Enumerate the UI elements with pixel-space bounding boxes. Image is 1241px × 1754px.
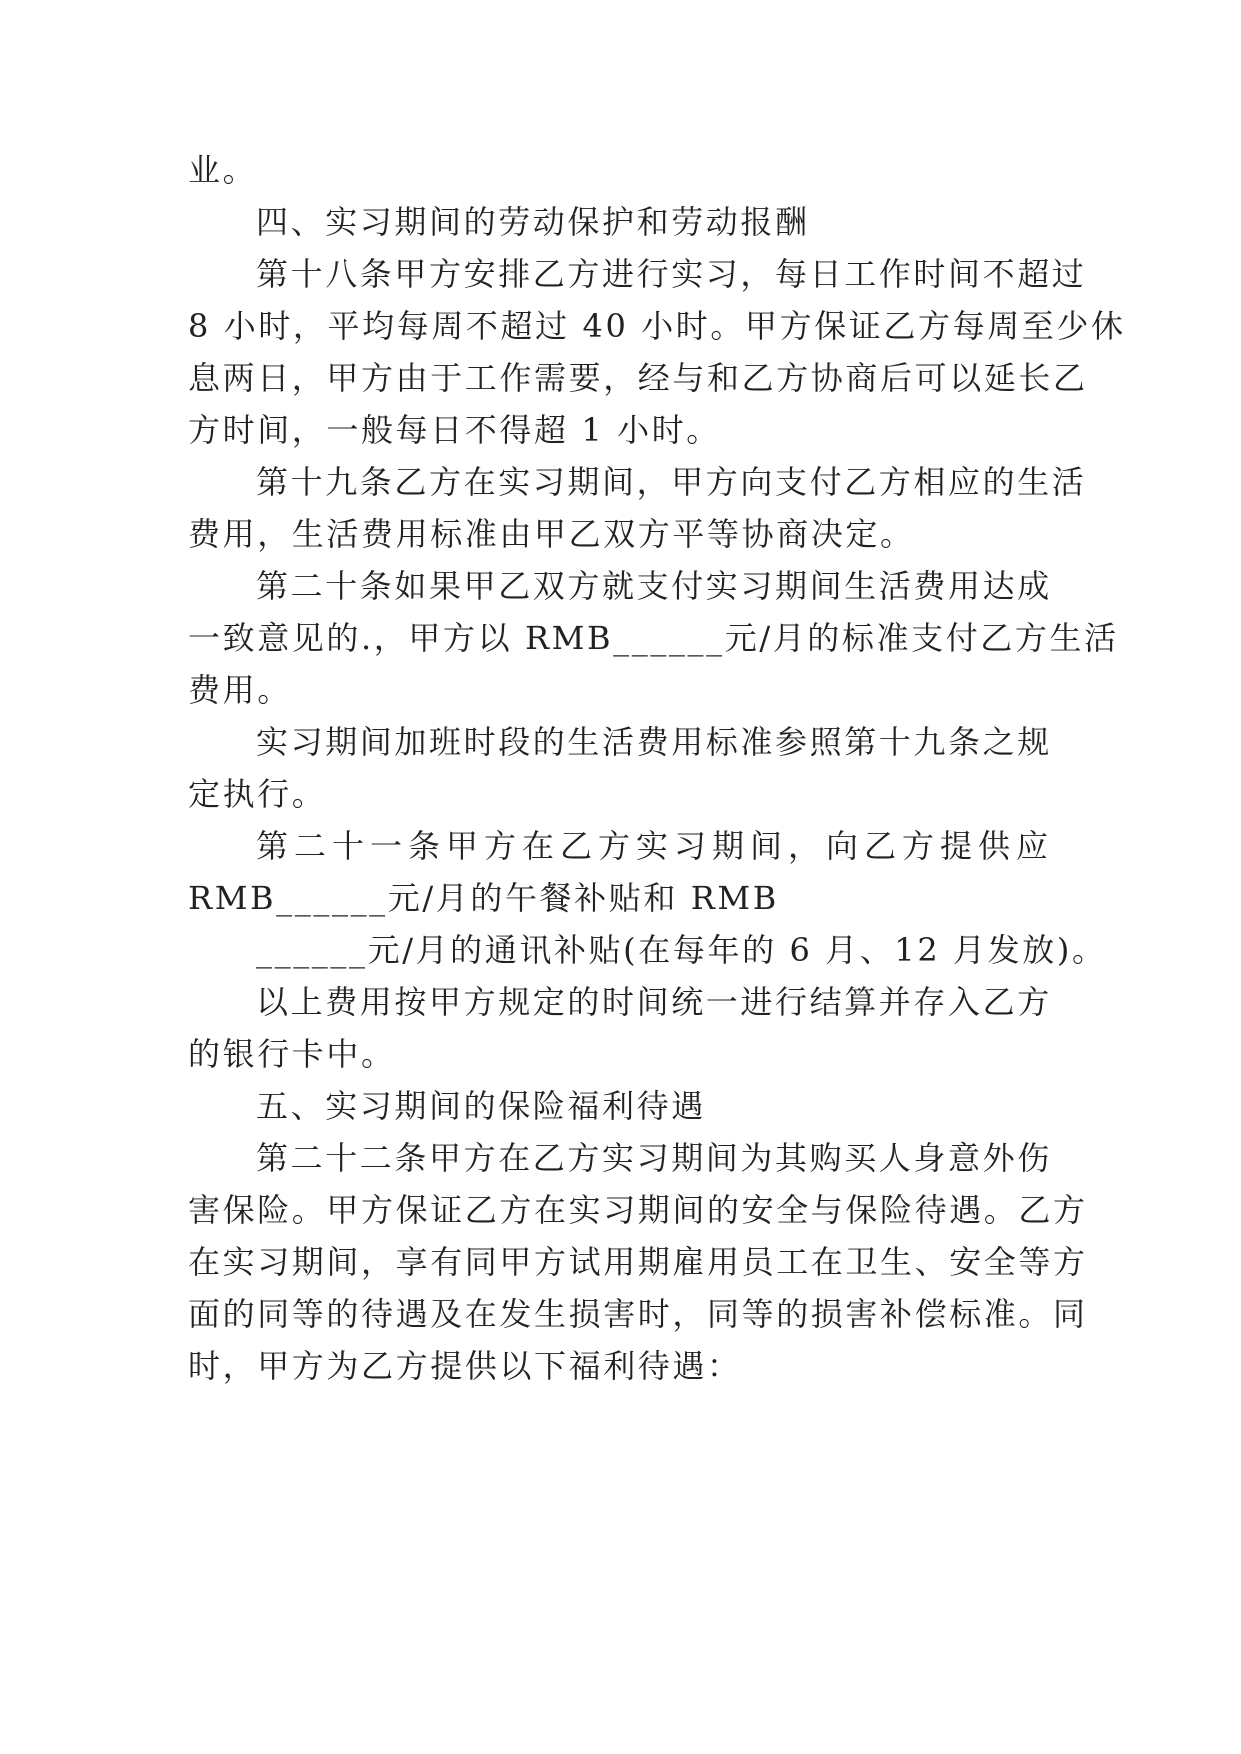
text-line: 第二十二条甲方在乙方实习期间为其购买人身意外伤 — [256, 1139, 1052, 1177]
section-heading: 五、实习期间的保险福利待遇 — [256, 1087, 706, 1125]
text-line: 第十九条乙方在实习期间，甲方向支付乙方相应的生活 — [256, 463, 1087, 501]
text-line: 面的同等的待遇及在发生损害时，同等的损害补偿标准。同 — [188, 1295, 1088, 1333]
text-line: 息两日，甲方由于工作需要，经与和乙方协商后可以延长乙 — [188, 359, 1088, 397]
section-heading: 四、实习期间的劳动保护和劳动报酬 — [256, 203, 810, 241]
text-line: 害保险。甲方保证乙方在实习期间的安全与保险待遇。乙方 — [188, 1191, 1088, 1229]
text-line: 方时间，一般每日不得超 1 小时。 — [188, 411, 721, 449]
text-line: 费用。 — [188, 671, 292, 709]
text-line: 定执行。 — [188, 775, 327, 813]
text-line: 第十八条甲方安排乙方进行实习，每日工作时间不超过 — [256, 255, 1087, 293]
text-line: 费用，生活费用标准由甲乙双方平等协商决定。 — [188, 515, 915, 553]
text-line: 一致意见的.，甲方以 RMB______元/月的标准支付乙方生活 — [188, 619, 1119, 657]
text-line: 时，甲方为乙方提供以下福利待遇： — [188, 1347, 742, 1385]
text-line: RMB______元/月的午餐补贴和 RMB — [188, 879, 779, 917]
text-line: 实习期间加班时段的生活费用标准参照第十九条之规 — [256, 723, 1052, 761]
text-line: 8 小时，平均每周不超过 40 小时。甲方保证乙方每周至少休 — [188, 307, 1126, 345]
text-line: 业。 — [188, 151, 258, 189]
text-line: 第二十条如果甲乙双方就支付实习期间生活费用达成 — [256, 567, 1052, 605]
text-line: 在实习期间，享有同甲方试用期雇用员工在卫生、安全等方 — [188, 1243, 1088, 1281]
text-line: 以上费用按甲方规定的时间统一进行结算并存入乙方 — [256, 983, 1052, 1021]
text-line: 第二十一条甲方在乙方实习期间，向乙方提供应 — [256, 827, 1055, 865]
text-line: 的银行卡中。 — [188, 1035, 396, 1073]
text-line: ______元/月的通讯补贴(在每年的 6 月、12 月发放)。 — [256, 931, 1107, 969]
